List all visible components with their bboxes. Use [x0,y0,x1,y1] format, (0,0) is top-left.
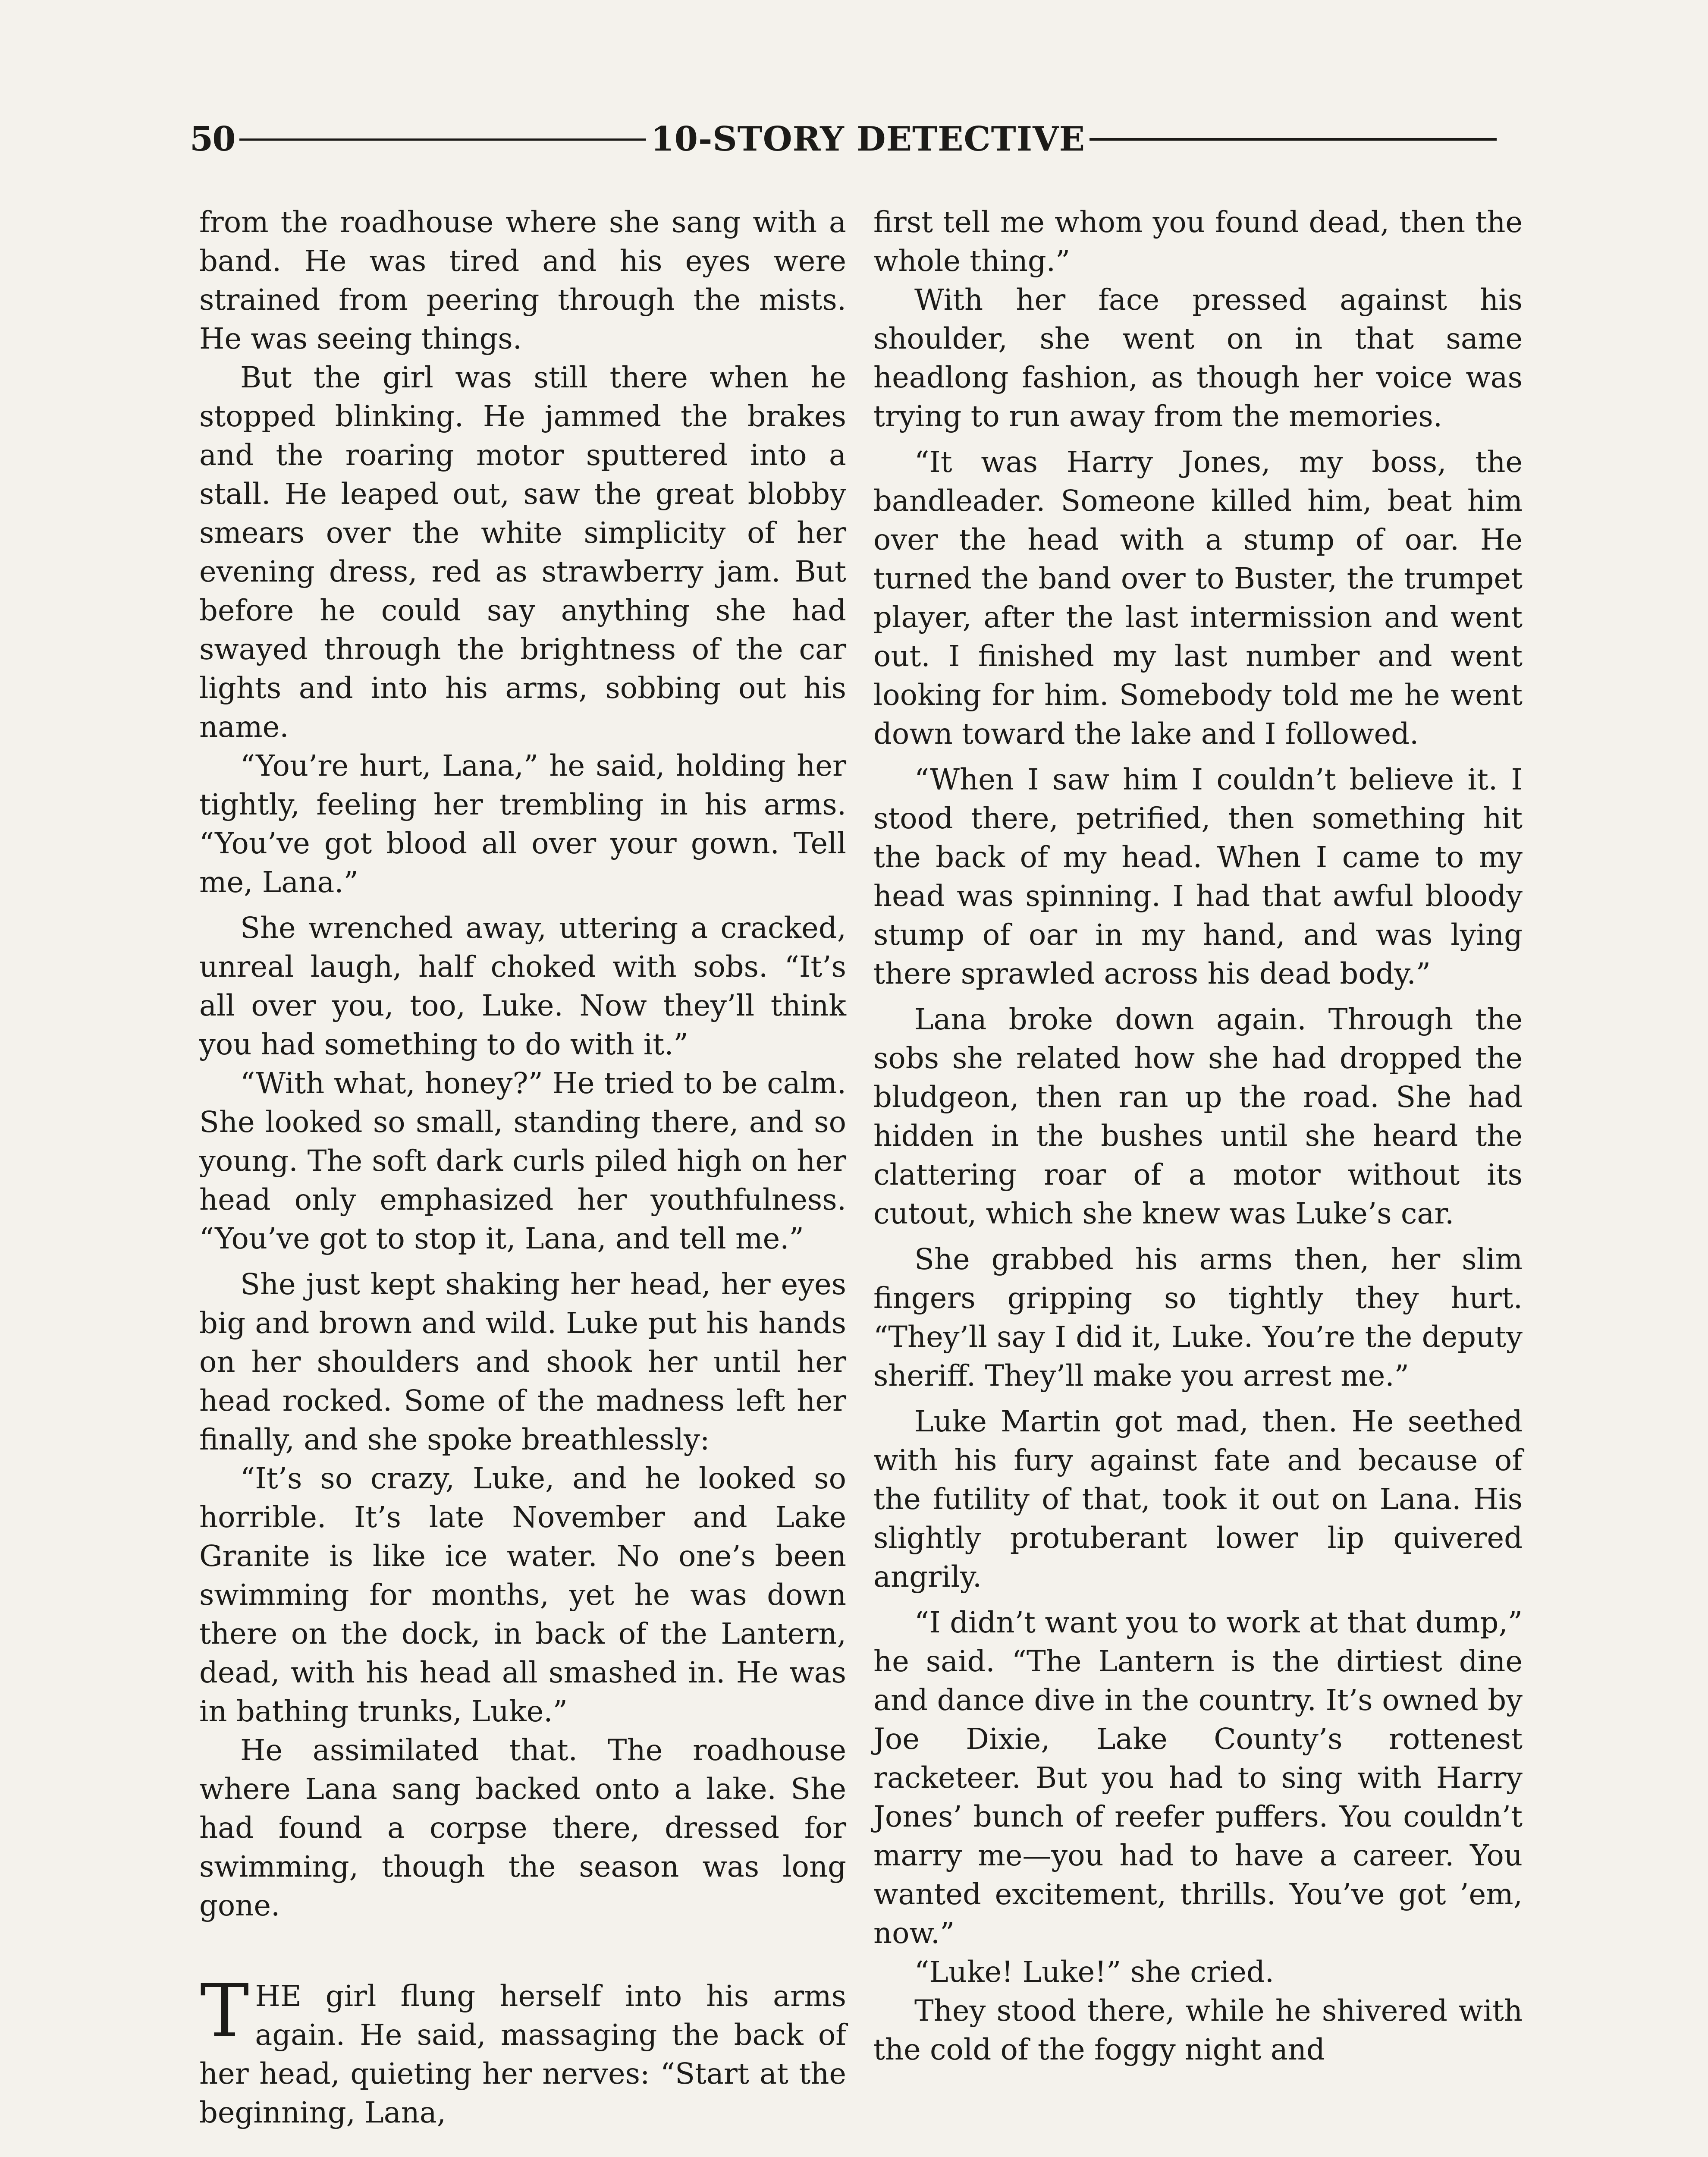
paragraph: She grabbed his arms then, her slim fingers gripping so tightly they hurt. “They’ll say I did it, Luke. You’re the deputy sheriff. They’ll make you arrest me.” [873,1242,1523,1393]
header-rule-left [239,138,647,141]
paragraph: “With what, honey?” He tried to be calm. She looked so small, standing there, and so young. The soft dark curls piled high on her head only emphasized her youthfulness. “You’ve got to stop it, Lana, and tell me.” [199,1066,846,1255]
header-rule-right [1089,138,1497,141]
paragraph: Lana broke down again. Through the sobs she related how she had dropped the bludgeon, then ran up the road. She had hidden in the bushes until she heard the clattering roar of a motor without its cutout, which she knew was Luke’s car. [873,1003,1523,1230]
paragraph: “Luke! Luke!” she cried. [914,1955,1275,1989]
paragraph: first tell me whom you found dead, then the whole thing.” [873,205,1523,278]
paragraph: She wrenched away, uttering a cracked, unreal laugh, half choked with sobs. “It’s all over you, too, Luke. Now they’ll think you had something to do with it.” [199,911,846,1061]
paragraph: “It’s so crazy, Luke, and he looked so horrible. It’s late November and Lake Granite is like ice water. No one’s been swimming for months, yet he was down there on the dock, in back of the Lantern, dead, with his head all smashed in. He was in bathing trunks, Luke.” [199,1462,846,1728]
paragraph: Luke Martin got mad, then. He seethed with his fury against fate and because of the futility of that, took it out on Lana. His slightly protuberant lower lip quivered angrily. [873,1405,1523,1594]
paragraph: He assimilated that. The roadhouse where Lana sang backed onto a lake. She had found a corpse there, dressed for swimming, though the season was long gone. [199,1733,846,1922]
dropcap-paragraph [199,1968,846,2132]
section-break [199,1925,846,1977]
paragraph: With her face pressed against his shoulder, she went on in that same headlong fashion, as though her voice was trying to run away from the memories. [873,283,1523,433]
paragraph: They stood there, while he shivered with the cold of the foggy night and [873,1994,1523,2066]
paragraph: “You’re hurt, Lana,” he said, holding her tightly, feeling her trembling in his arms. “You’ve got blood all over your gown. Tell me, Lana.” [199,749,846,899]
left-column [199,203,846,2132]
paragraph: “I didn’t want you to work at that dump,” he said. “The Lantern is the dirtiest dine and dance dive in the country. It’s owned by Joe Dixie, Lake County’s rottenest racketeer. But you had to sing with Harry Jones’ bunch of reefer puffers. You couldn’t marry me—you had to have a career. You wanted excitement, thrills. You’ve got ’em, now.” [873,1606,1523,1950]
right-column [873,203,1523,2069]
paragraph: “When I saw him I couldn’t believe it. I stood there, petrified, then something hit the back of my head. When I came to my head was spinning. I had that awful bloody stump of oar in my hand, and was lying there sprawled across his dead body.” [873,763,1523,990]
paragraph-text: HE girl flung herself into his arms again. He said, massaging the back of her head, quieting her nerves: “Start at the beginning, Lana, [199,1979,846,2129]
paragraph: She just kept shaking her head, her eyes big and brown and wild. Luke put his hands on her shoulders and shook her until her head rocked. Some of the madness left her finally, and she spoke breathlessly: [199,1267,846,1456]
running-head [190,116,1501,163]
paragraph: “It was Harry Jones, my boss, the bandleader. Someone killed him, beat him over the head with a stump of oar. He turned the band over to Buster, the trumpet player, after the last intermission and went out. I finished my last number and went looking for him. Somebody told me he went down toward the lake and I followed. [873,445,1523,751]
paragraph: But the girl was still there when he stopped blinking. He jammed the brakes and the roaring motor sputtered into a stall. He leaped out, saw the great blobby smears over the white simplicity of her evening dress, red as strawberry jam. But before he could say anything she had swayed through the brightness of the car lights and into his arms, sobbing out his name. [199,361,846,744]
page-number: 50 [190,119,235,159]
paragraph: from the roadhouse where she sang with a band. He was tired and his eyes were strained from peering through the mists. He was seeing things. [199,205,846,355]
drop-cap: T [200,1968,249,2054]
magazine-title: 10-STORY DETECTIVE [650,119,1086,159]
